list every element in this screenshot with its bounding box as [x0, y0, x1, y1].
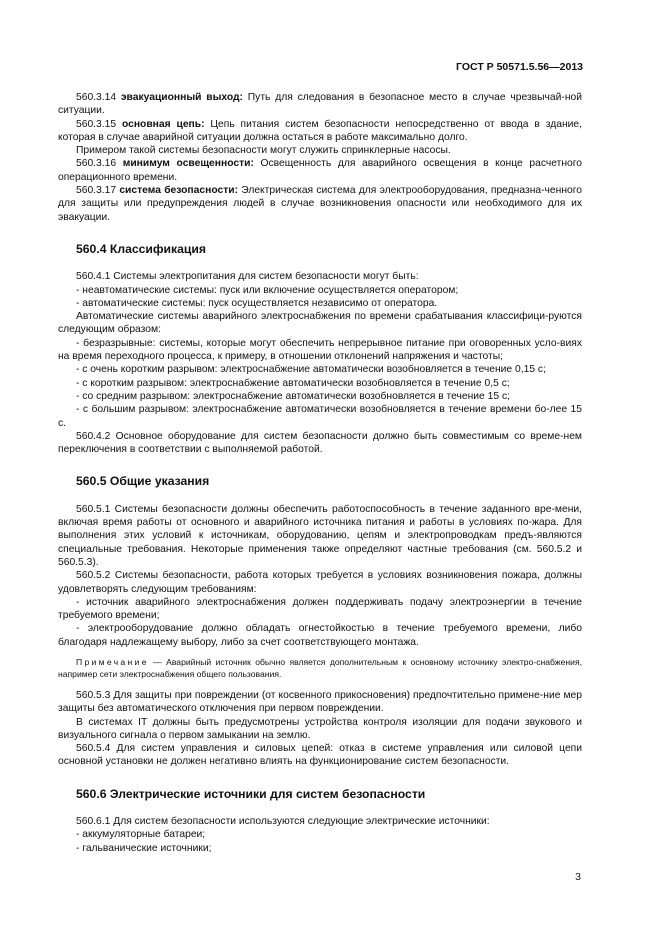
section-title-560-4: 560.4 Классификация	[76, 241, 207, 256]
section-title-560-6: 560.6 Электрические источники для систем безопасности	[76, 786, 426, 801]
section-560-5-body	[58, 503, 582, 649]
definition-text: Цепь питания систем безопасности непосредственно от ввода в здание, которая в случае аварийной ситуации должна остаться в работе максимально долго.	[58, 118, 582, 143]
defined-term: основная цепь:	[121, 118, 205, 130]
paragraph: 560.6.1 Для систем безопасности используются следующие электрические источники:	[76, 816, 490, 828]
note-text: — Аварийный источник обычно является дополнительным к основному источнику электро-снабжения, например сети электроснабжения общего пользования.	[58, 656, 582, 679]
definitions-block	[58, 91, 582, 224]
defined-term: эвакуационный выход:	[120, 92, 243, 103]
definition-text: Примером такой системы безопасности могут служить спринклерные насосы.	[76, 145, 451, 157]
paragraph: - электрооборудование должно обладать огнестойкостью в течение требуемого времени, либо благодаря надлежащему выбору, либо за счет соответствующего монтажа.	[58, 623, 582, 648]
paragraph: - автоматические системы: пуск осуществляется независимо от оператора.	[76, 297, 438, 309]
definition-text: Освещенность для аварийного освещения в конце расчетного операционного времени.	[58, 158, 582, 183]
definition-paragraph	[58, 118, 582, 145]
paragraph: - с коротким разрывом: электроснабжение автоматически возобновляется в течение 0,5 с;	[76, 377, 510, 389]
section-560-4-body	[58, 270, 582, 456]
paragraph: - аккумуляторные батареи;	[76, 829, 206, 841]
paragraph: 560.4.1 Системы электропитания для систем безопасности могут быть:	[76, 271, 419, 283]
defined-term: система безопасности:	[119, 185, 239, 197]
page-content	[58, 91, 582, 855]
document-code: ГОСТ Р 50571.5.56—2013	[456, 61, 583, 73]
section-560-5-body-continued	[58, 689, 582, 769]
paragraph: 560.5.4 Для систем управления и силовых цепей: отказ в системе управления или силовой цепи основной установки не должен негативно влиять на функционирование систем безопасности.	[58, 743, 582, 768]
clause-number: 560.3.16	[76, 158, 123, 170]
definition-text: Путь для следования в безопасное место в случае чрезвычай-ной ситуации.	[58, 92, 582, 117]
clause-number: 560.3.17	[76, 185, 120, 197]
definition-paragraph	[58, 157, 582, 184]
clause-number: 560.3.15	[76, 118, 122, 130]
definition-text: Электрическая система для электрооборудования, предназна-ченного для защиты или предупреждения людей в случае возникновения опасности или необходимого для их эвакуации.	[58, 185, 582, 223]
paragraph: 560.4.2 Основное оборудование для систем безопасности должно быть совместимым со време-нем переключения в соответствии с выполняемой работой.	[58, 430, 582, 456]
definition-paragraph	[58, 184, 582, 224]
paragraph: - безразрывные: системы, которые могут обеспечить непрерывное питание при оговоренных усло-виях на время переходного процесса, к примеру, в отношении отклонений напряжения и частоты;	[58, 337, 582, 363]
page-number: 3	[575, 871, 581, 883]
paragraph: 560.5.3 Для защиты при повреждении (от косвенного прикосновения) предпочтительно примене-ние мер защиты без автоматического отключения при первом повреждении.	[58, 689, 582, 715]
paragraph: - со средним разрывом: электроснабжение автоматически возобновляется в течение 15 с;	[76, 390, 510, 402]
paragraph: - с большим разрывом: электроснабжение автоматически возобновляется в течение времени бо-лее 15 с.	[58, 404, 582, 429]
paragraph: - неавтоматические системы: пуск или включение осуществляется оператором;	[76, 284, 459, 296]
note-label: Примечание	[76, 656, 149, 667]
clause-number: 560.3.14	[76, 92, 121, 103]
note	[58, 656, 582, 680]
section-title-560-5: 560.5 Общие указания	[76, 474, 210, 489]
section-560-6-body	[58, 815, 582, 855]
definition-paragraph	[58, 91, 582, 118]
paragraph: - источник аварийного электроснабжения должен поддерживать подачу электроэнергии в течение требуемого времени;	[58, 596, 582, 622]
paragraph: - с очень коротким разрывом: электроснабжение автоматически возобновляется в течение 0,15 с;	[76, 364, 546, 376]
paragraph: В системах IT должны быть предусмотрены устройства контроля изоляции для подачи звукового и визуального сигнала о первом замыкании на землю.	[58, 716, 582, 741]
paragraph: Автоматические системы аварийного электроснабжения по времени срабатывания классифици-руются следующим образом:	[58, 311, 582, 336]
definition-paragraph	[58, 144, 582, 157]
paragraph: - гальванические источники;	[76, 842, 212, 854]
paragraph: 560.5.1 Системы безопасности должны обеспечить работоспособность в течение заданного вре-мени, включая время работы от основного и аварийного источника питания и работы в условиях по-жара. Для выполнения этих условий к источникам, оборудованию, цепям и электропроводкам предъ-являются специальные требования. Некоторые применения также определяют частные требования (см. 560.5.2 и 560.5.3).	[58, 503, 582, 568]
paragraph: 560.5.2 Системы безопасности, работа которых требуется в условиях возникновения пожара, должны удовлетворять следующим требованиям:	[58, 570, 582, 595]
defined-term: минимум освещенности:	[122, 158, 254, 170]
